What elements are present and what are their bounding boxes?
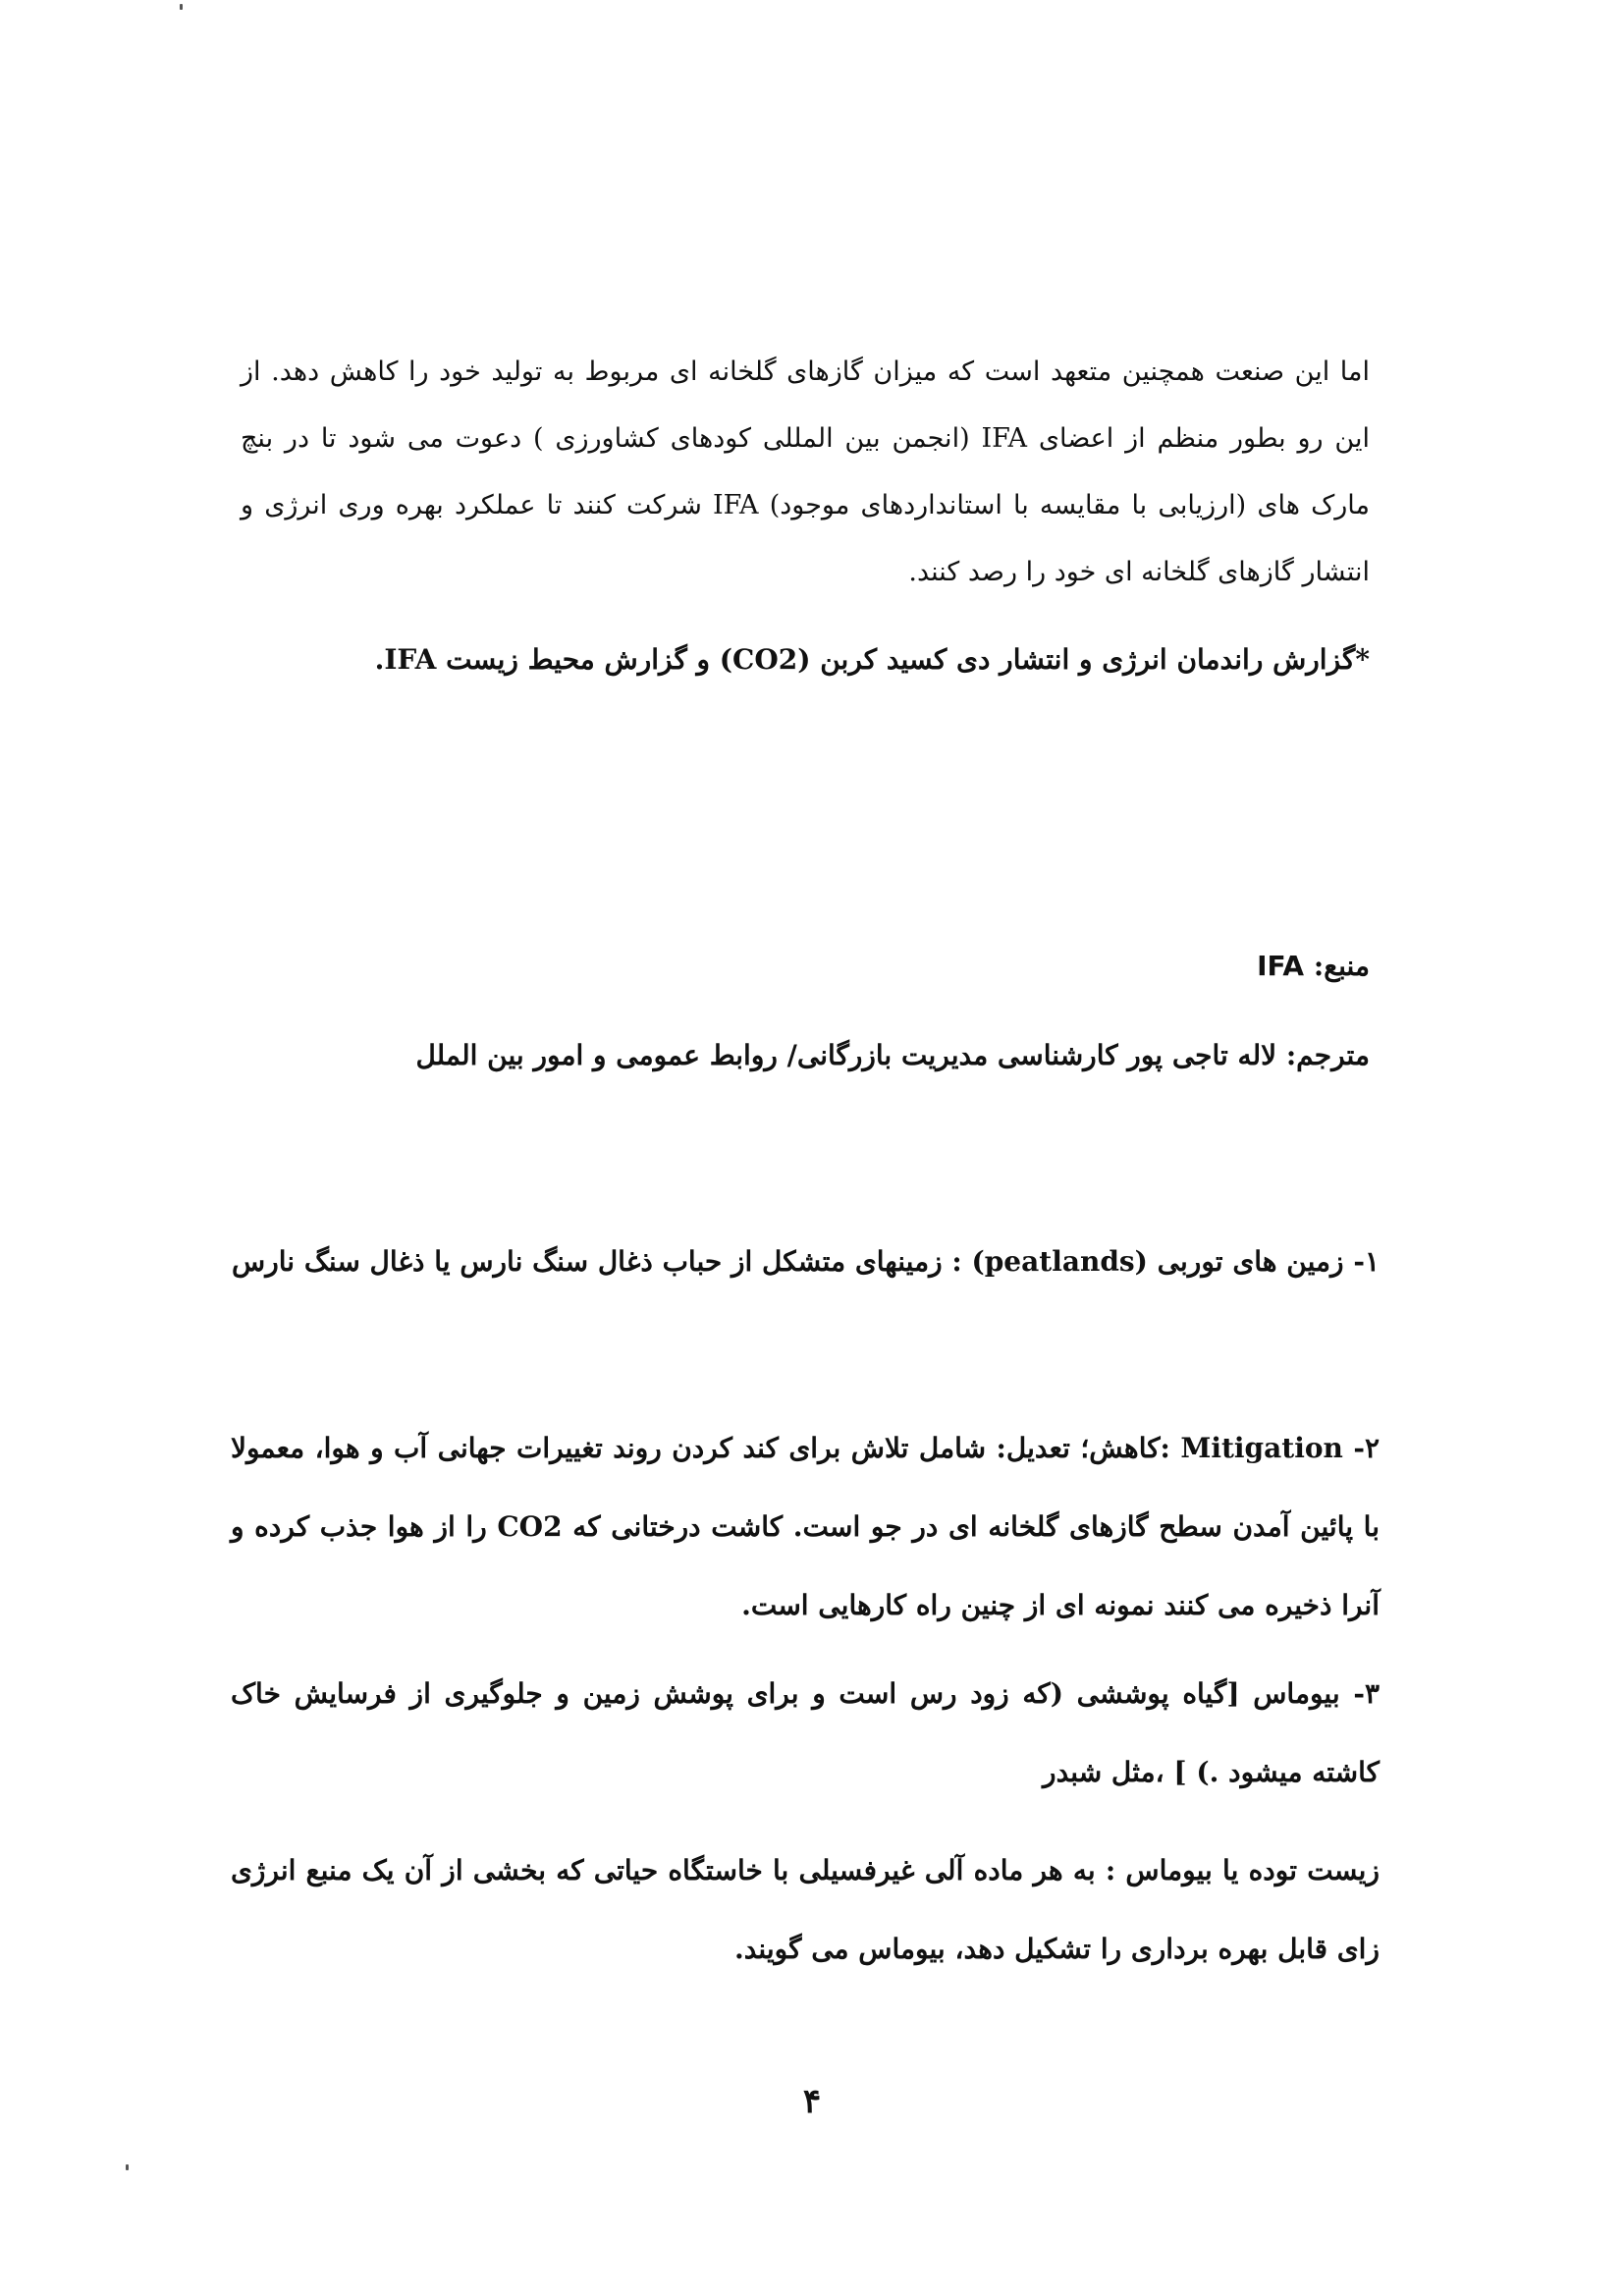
footnote-item: ۱- زمین های توربی (peatlands) : زمینهای متشکل از حباب ذغال سنگ نارس یا ذغال سنگ نارس — [232, 1245, 1380, 1278]
intro-paragraph: اما این صنعت همچنین متعهد است که میزان گازهای گلخانه ای مربوط به تولید خود را کاهش دهد. از این رو بطور منظم از اعضای IFA (انجمن بین المللی کودهای کشاورزی ) دعوت می شود تا در بنچ مارک های (ارزیابی با مقایسه با استانداردهای موجود) IFA شرکت کنند تا عملکرد بهره وری انرژی و انتشار گازهای گلخانه ای خود را رصد کنند. — [241, 356, 1371, 587]
footnote-item: زیست توده یا بیوماس : به هر ماده آلی غیرفسیلی با خاستگاه حیاتی که بخشی از آن یک منبع انرژی زای قابل بهره برداری را تشکیل دهد، بیوماس می گویند. — [231, 1854, 1380, 1965]
footnote-item: ۳- بیوماس [گیاه پوششی (که زود رس است و برای پوشش زمین و جلوگیری از فرسایش خاک کاشته میشود .) ] ،مثل شبدر — [231, 1677, 1380, 1788]
scan-speck — [126, 2164, 129, 2170]
footnote-item: ۲- Mitigation :کاهش؛ تعدیل: شامل تلاش برای کند کردن روند تغییرات جهانی آب و هوا، معمولا با پائین آمدن سطح گازهای گلخانه ای در جو است. کاشت درختانی که CO2 را از هوا جذب کرده و آنرا ذخیره می کنند نمونه ای از چنین راه کارهایی است. — [231, 1432, 1380, 1621]
translator-line: مترجم: لاله تاجی پور کارشناسی مدیریت بازرگانی/ روابط عمومی و امور بین الملل — [415, 1039, 1370, 1071]
source-label: منبع: — [1313, 950, 1370, 982]
page-number: ۴ — [802, 2082, 822, 2121]
report-heading: *گزارش راندمان انرژی و انتشار دی کسید کربن (CO2) و گزارش محیط زیست IFA. — [374, 643, 1370, 676]
scan-speck — [180, 4, 183, 10]
source-value: IFA — [1257, 950, 1305, 982]
source-line — [1257, 950, 1370, 982]
